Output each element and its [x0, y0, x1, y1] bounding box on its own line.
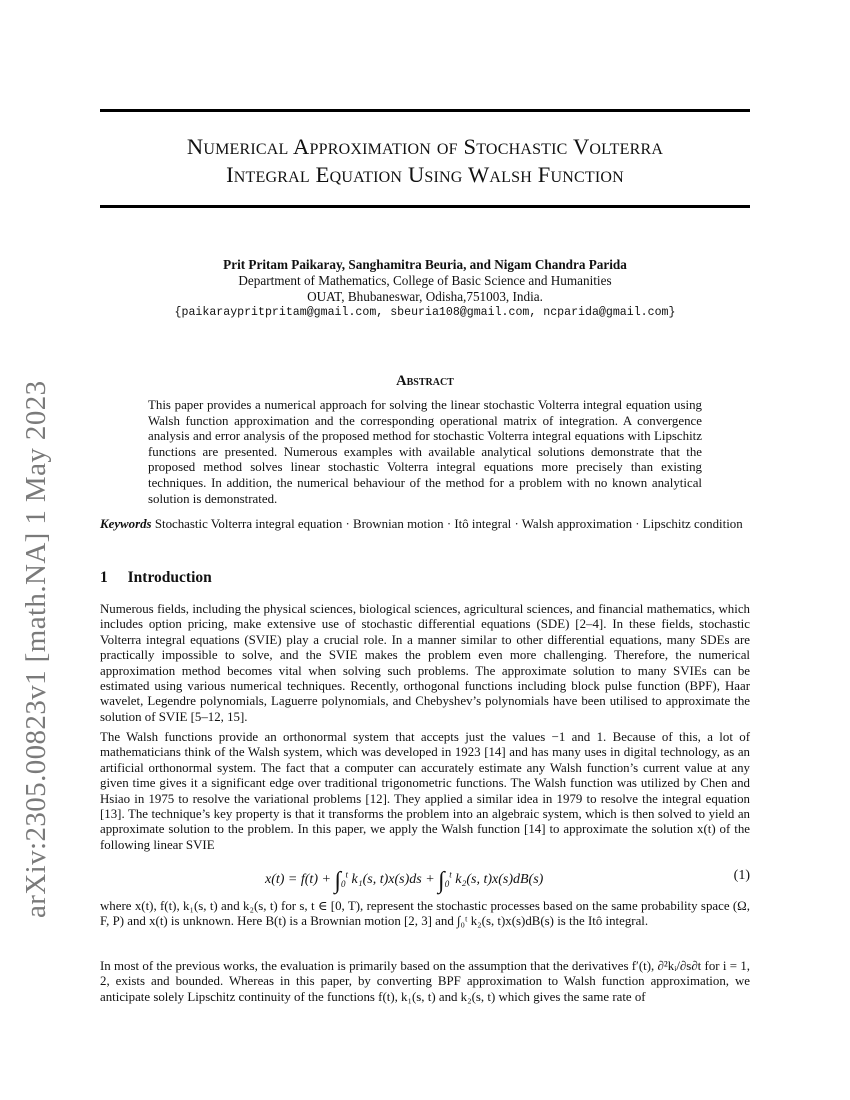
paper-title [100, 133, 750, 189]
keywords-text: Stochastic Volterra integral equation · Brownian motion · Itô integral · Walsh approximation · Lipschitz condition [154, 517, 743, 531]
keywords-label: Keywords [100, 517, 152, 531]
equation-term-2: k₂(s, t)x(s)dB(s) [455, 872, 544, 887]
section-heading [100, 569, 212, 587]
author-block [100, 257, 750, 321]
integral-lower-limit: 0 [444, 878, 450, 889]
title-rule-top [100, 109, 750, 112]
paragraph-3: where x(t), f(t), k₁(s, t) and k₂(s, t) for s, t ∈ [0, T), represent the stochastic processes based on the same probability space (Ω, F, P) and x(t) is unknown. Here B(t) is a Brownian motion [2, 3] and ∫₀ᵗ k₂(s, t)x(s)dB(s) is the Itô integral. [100, 899, 750, 929]
integral-sign: ∫ [438, 868, 445, 894]
paragraph-2: The Walsh functions provide an orthonormal system that accepts just the values −1 and 1. Because of this, a lot of mathematicians think of the Walsh system, which was developed in 1923 [14] and has many uses in digital technology, as an artificial orthonormal system. The fact that a computer can accurately estimate any Walsh function’s current value at any given time gives it a significant edge over traditional trigonometric functions. The Walsh function was utilized by Chen and Hsiao in 1975 to resolve the variational problems [12]. They applied a similar idea in 1979 to resolve the integral equation [13]. The technique’s key property is that it transforms the problem into an algebraic system, which is then solved to yield an approximate solution to the problem. In this paper, we apply the Walsh function [14] to approximate the solution x(t) of the following linear SVIE [100, 730, 750, 852]
abstract-heading: Abstract [396, 373, 454, 389]
title-line-1: Numerical Approximation of Stochastic Volterra [186, 134, 664, 159]
equation-1 [100, 858, 750, 892]
section-number: 1 [100, 569, 108, 586]
integral-upper-limit: t [449, 869, 452, 880]
author-names: Prit Pritam Paikaray, Sanghamitra Beuria, and Nigam Chandra Parida [223, 257, 627, 272]
equation-number: (1) [733, 868, 750, 883]
paragraph-4: In most of the previous works, the evaluation is primarily based on the assumption that the derivatives f′(t), ∂²kᵢ/∂s∂t for i = 1, 2, exists and bounded. Whereas in this paper, by converting BPF approximation to Walsh function approximation, we anticipate solely Lipschitz continuity of the functions f(t), k₁(s, t) and k₂(s, t) which gives the same rate of [100, 959, 750, 1004]
arxiv-side-identifier: arXiv:2305.00823v1 [math.NA] 1 May 2023 [20, 380, 52, 918]
abstract-text: This paper provides a numerical approach for solving the linear stochastic Volterra integral equation using Walsh function approximation and the corresponding operational matrix of integration. A convergence analysis and error analysis of the proposed method for stochastic Volterra integral equations with Lipschitz functions are presented. Numerous examples with available analytical solutions demonstrate that the proposed method solves linear stochastic Volterra integral equations more precisely than existing techniques. In addition, the numerical behaviour of the method for a problem with no known analytical solution is demonstrated. [148, 398, 702, 506]
author-department: Department of Mathematics, College of Basic Science and Humanities [238, 273, 612, 288]
author-emails: {paikaraypritpritam@gmail.com, sbeuria108@gmail.com, ncparida@gmail.com} [174, 306, 676, 319]
paragraph-1: Numerous fields, including the physical sciences, biological sciences, agricultural sciences, and financial mathematics, which includes option pricing, make extensive use of stochastic differential equations (SDE) [2–4]. In these fields, stochastic Volterra integral equations (SVIE) play a crucial role. In a manner similar to other differential equations, many SDEs are practically impossible to solve, and the SVIE makes the problem even more challenging. Therefore, the numerical approximation method becomes vital when solving such problems. The approximate solution to many SVIEs can be estimated using various numerical techniques. Recently, orthogonal functions including block pulse function (BPF), Haar wavelet, Legendre polynomials, Laguerre polynomials, and Chebyshev’s polynomials have been utilised to approximate the solution of SVIE [5–12, 15]. [100, 602, 750, 724]
title-rule-bottom [100, 205, 750, 208]
integral-sign: ∫ [334, 868, 342, 894]
keywords [100, 517, 750, 533]
author-institution: OUAT, Bhubaneswar, Odisha,751003, India. [307, 289, 543, 304]
title-line-2: Integral Equation Using Walsh Function [226, 162, 624, 187]
integral-lower-limit: 0 [341, 878, 346, 889]
equation-lhs: x(t) = f(t) + [265, 872, 335, 887]
equation-body [265, 868, 543, 895]
integral-upper-limit: t [345, 869, 349, 880]
section-title: Introduction [127, 569, 212, 586]
equation-term-1: k₁(s, t)x(s)ds + [351, 872, 439, 887]
